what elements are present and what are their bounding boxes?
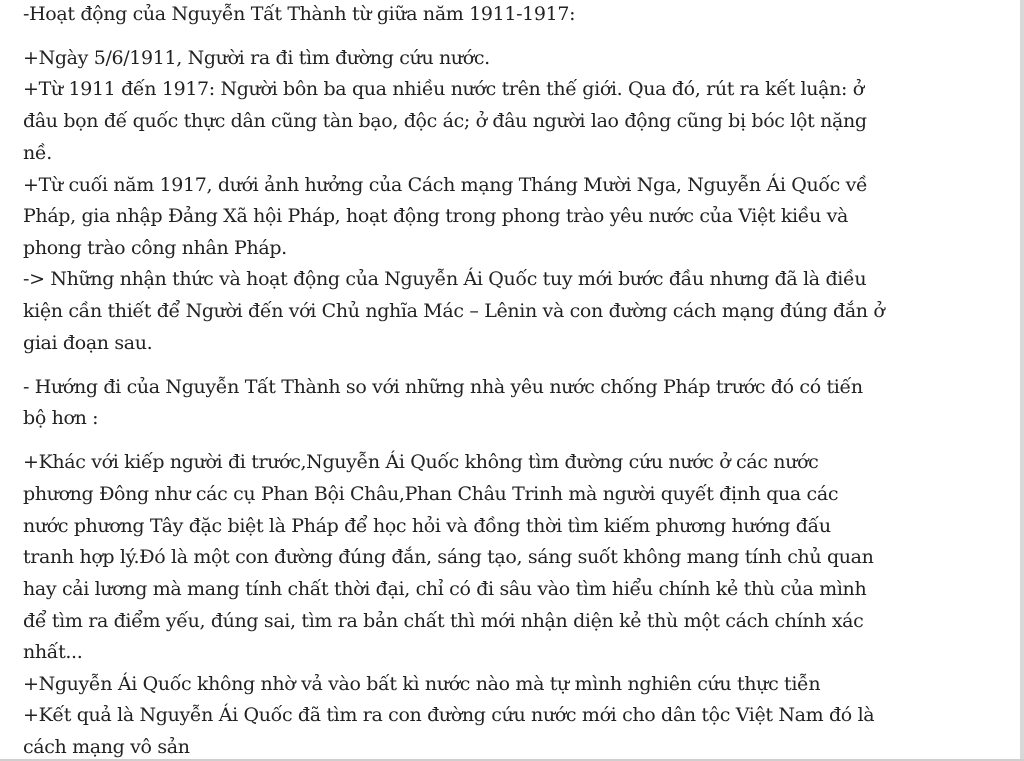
text-line: đâu bọn đế quốc thực dân cũng tàn bạo, độc ác; ở đâu người lao động cũng bị bóc lột nặng (23, 110, 867, 132)
text-line: nhất... (23, 641, 83, 663)
text-line: kiện cần thiết để Người đến với Chủ nghĩa Mác – Lênin và con đường cách mạng đúng đắn ở (23, 300, 885, 322)
text-line: phong trào công nhân Pháp. (23, 237, 287, 259)
text-line: phương Đông như các cụ Phan Bội Châu,Phan Châu Trinh mà người quyết định qua các (23, 483, 839, 505)
document-text (23, 0, 1013, 761)
text-line: hay cải lương mà mang tính chất thời đại, chỉ có đi sâu vào tìm hiểu chính kẻ thù của mình (23, 578, 867, 600)
text-line: để tìm ra điểm yếu, đúng sai, tìm ra bản chất thì mới nhận diện kẻ thù một cách chính xác (23, 610, 864, 632)
text-line: cách mạng vô sản (23, 736, 190, 758)
text-line: +Từ cuối năm 1917, dưới ảnh hưởng của Cách mạng Tháng Mười Nga, Nguyễn Ái Quốc về (23, 174, 868, 196)
text-line: nề. (23, 142, 52, 164)
text-line: nước phương Tây đặc biệt là Pháp để học hỏi và đồng thời tìm kiếm phương hướng đấu (23, 515, 831, 537)
text-line: +Khác với kiếp người đi trước,Nguyễn Ái Quốc không tìm đường cứu nước ở các nước (23, 451, 819, 473)
section-heading-activities: -Hoạt động của Nguyễn Tất Thành từ giữa năm 1911-1917: (23, 3, 576, 25)
text-line: tranh hợp lý.Đó là một con đường đúng đắn, sáng tạo, sáng suốt không mang tính chủ quan (23, 546, 874, 568)
right-scrollbar[interactable] (1020, 0, 1024, 761)
section-heading-direction: bộ hơn : (23, 407, 99, 429)
text-line: +Nguyễn Ái Quốc không nhờ vả vào bất kì nước nào mà tự mình nghiên cứu thực tiễn (23, 673, 821, 695)
text-line: Pháp, gia nhập Đảng Xã hội Pháp, hoạt động trong phong trào yêu nước của Việt kiều và (23, 205, 849, 227)
text-line: -> Những nhận thức và hoạt động của Nguyễn Ái Quốc tuy mới bước đầu nhưng đã là điều (23, 268, 867, 290)
section-heading-direction: - Hướng đi của Nguyễn Tất Thành so với những nhà yêu nước chống Pháp trước đó có tiến (23, 376, 863, 398)
text-line: +Ngày 5/6/1911, Người ra đi tìm đường cứu nước. (23, 47, 490, 69)
text-line: giai đoạn sau. (23, 332, 153, 354)
text-line: +Kết quả là Nguyễn Ái Quốc đã tìm ra con đường cứu nước mới cho dân tộc Việt Nam đó là (23, 704, 875, 726)
text-line: +Từ 1911 đến 1917: Người bôn ba qua nhiều nước trên thế giới. Qua đó, rút ra kết luận: ở (23, 78, 864, 100)
